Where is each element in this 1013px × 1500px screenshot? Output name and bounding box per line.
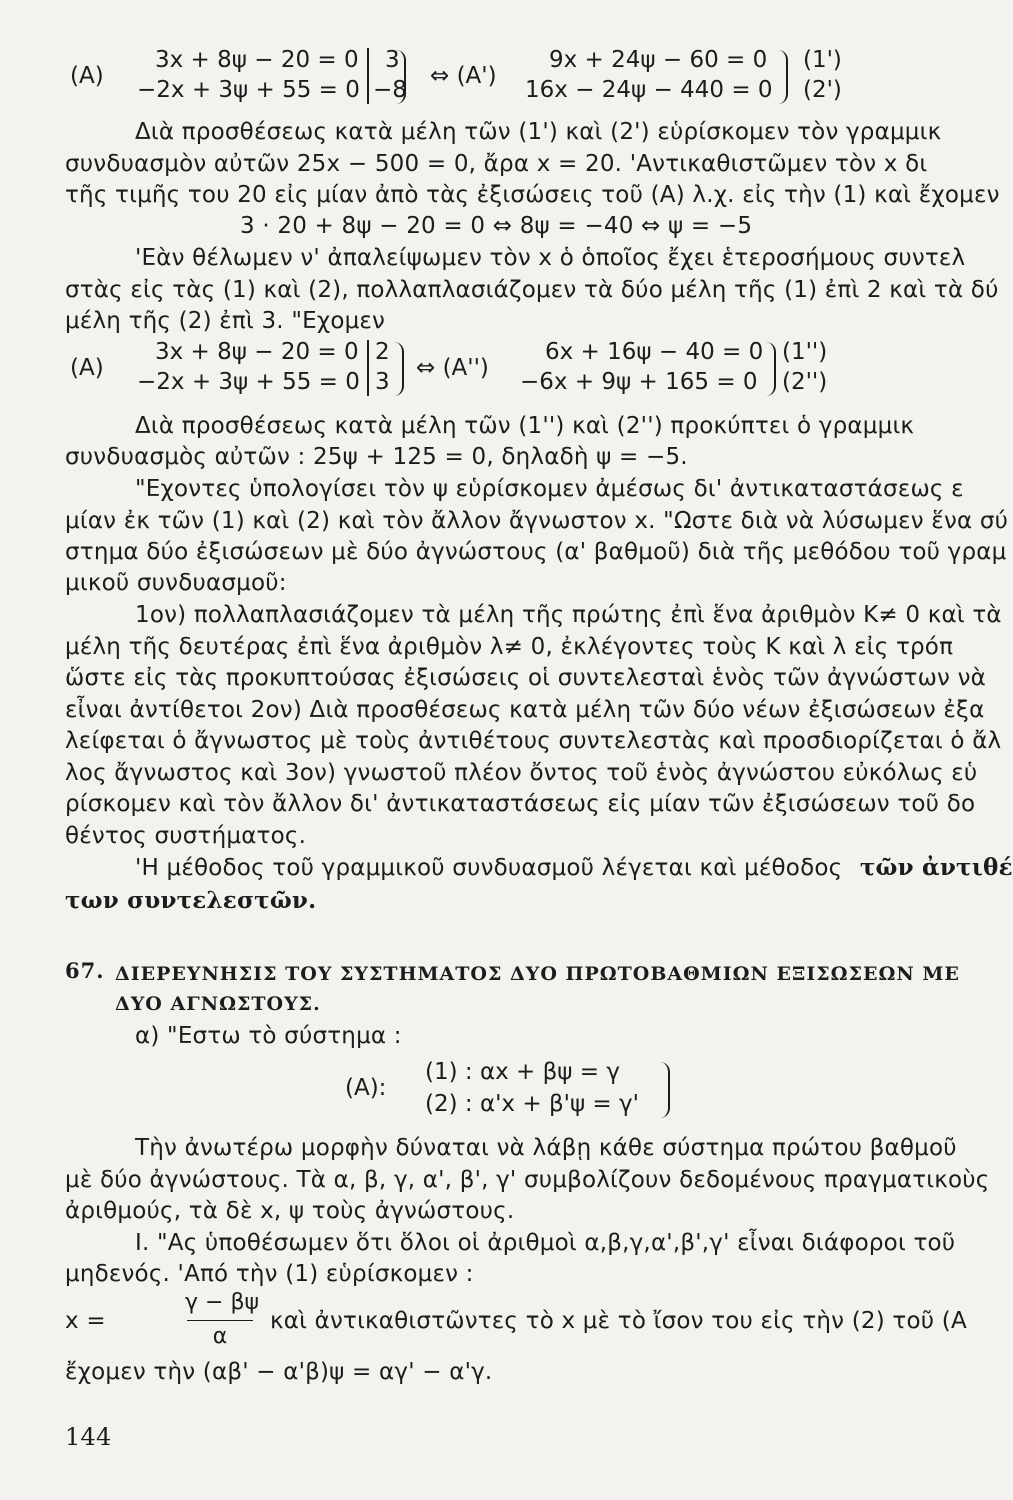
text-line: μηδενός. 'Από τὴν (1) εὑρίσκομεν :: [65, 1261, 474, 1287]
formula-lhs: x =: [65, 1308, 106, 1334]
text-line: [135, 854, 1013, 882]
text-line: μὲ δύο ἀγνώστους. Τὰ α, β, γ, α', β', γ' συμβολίζουν δεδομένους πραγματικοὺς: [65, 1167, 990, 1193]
system-a-eq2: −2x + 3ψ + 55 = 0: [137, 77, 360, 103]
text-line: Τὴν ἀνωτέρω μορφὴν δύναται νὰ λάβῃ κάθε σύστημα πρώτου βαθμοῦ: [135, 1135, 957, 1161]
text-line: ὥστε εἰς τὰς προκυπτούσας ἐξισώσεις οἱ συντελεσταὶ ἑνὸς τῶν ἀγνώστων νὰ: [65, 665, 987, 691]
system-b-arrow: ⇔ (A''): [416, 355, 489, 381]
text-line: συνδυασμὸς αὐτῶν : 25ψ + 125 = 0, δηλαδὴ ψ = −5.: [65, 444, 688, 470]
system-b-eq1: 3x + 8ψ − 20 = 0: [155, 339, 359, 365]
system-a-eq1: 3x + 8ψ − 20 = 0: [155, 47, 359, 73]
system-c-eq2: (2) : α'x + β'ψ = γ': [425, 1091, 639, 1117]
text-line: μικοῦ συνδυασμοῦ:: [65, 570, 287, 596]
section-title: ΔΙΕΡΕΥΝΗΣΙΣ ΤΟΥ ΣΥΣΤΗΜΑΤΟΣ ΔΥΟ ΠΡΩΤΟΒΑΘΜΙΩΝ ΕΞΙΣΩΣΕΩΝ ΜΕ: [115, 963, 960, 985]
fraction-numerator: γ − βψ: [185, 1290, 259, 1315]
page-number: 144: [65, 1423, 112, 1451]
text-line: α) "Εστω τὸ σύστημα :: [135, 1023, 402, 1049]
right-brace: [660, 1062, 670, 1118]
text-line: ἀριθμούς, τὰ δὲ x, ψ τοὺς ἀγνώστους.: [65, 1198, 515, 1224]
system-a-label: (A): [70, 63, 104, 89]
equation-line: 3 · 20 + 8ψ − 20 = 0 ⇔ 8ψ = −40 ⇔ ψ = −5: [240, 213, 753, 239]
text-line: ρίσκομεν καὶ τὸν ἄλλον δι' ἀντικαταστάσεως εἰς μίαν τῶν ἐξισώσεων τοῦ δο: [65, 791, 976, 817]
text-line: συνδυασμὸν αὐτῶν 25x − 500 = 0, ἄρα x = 20. 'Αντικαθιστῶμεν τὸν x δι: [65, 151, 928, 177]
text-line: Ι. "Ας ὑποθέσωμεν ὅτι ὅλοι οἱ ἀριθμοὶ α,β,γ,α',β',γ' εἶναι διάφοροι τοῦ: [135, 1230, 956, 1256]
system-c-label: (A):: [345, 1075, 387, 1101]
section-title-cont: ΔΥΟ ΑΓΝΩΣΤΟΥΣ.: [115, 993, 321, 1015]
system-b-mult1: 2: [375, 339, 390, 365]
system-b-r2: −6x + 9ψ + 165 = 0: [520, 369, 758, 395]
text-line: εἶναι ἀντίθετοι 2ον) Διὰ προσθέσεως κατὰ μέλη τῶν δύο νέων ἐξισώσεων ἐξα: [65, 697, 985, 723]
fraction-denominator: α: [212, 1324, 228, 1349]
text-line: μέλη τῆς (2) ἐπὶ 3. "Εχομεν: [65, 308, 386, 334]
text-line: στημα δύο ἐξισώσεων μὲ δύο ἀγνώστους (α' βαθμοῦ) διὰ τῆς μεθόδου τοῦ γραμ: [65, 539, 1007, 565]
system-a-r2: 16x − 24ψ − 440 = 0: [525, 77, 773, 103]
right-brace: [766, 342, 776, 396]
right-brace: [394, 342, 404, 396]
text-line: μίαν ἐκ τῶν (1) καὶ (2) καὶ τὸν ἄλλον ἄγνωστον x. "Ωστε διὰ νὰ λύσωμεν ἕνα σύ: [65, 508, 1009, 534]
text-line: ἔχομεν τὴν (αβ' − α'β)ψ = αγ' − α'γ.: [65, 1359, 493, 1385]
text-line: λος ἄγνωστος καὶ 3ον) γνωστοῦ πλέον ὄντος τοῦ ἑνὸς ἀγνώστου εὐκόλως εὑ: [65, 760, 978, 786]
system-c-eq1: (1) : αx + βψ = γ: [425, 1059, 620, 1085]
text-line: Διὰ προσθέσεως κατὰ μέλη τῶν (1') καὶ (2') εὑρίσκομεν τὸν γραμμικ: [135, 119, 942, 145]
system-b-mult2: 3: [375, 369, 390, 395]
text-line: λείφεται ὁ ἄγνωστος μὲ τοὺς ἀντιθέτους συντελεστὰς καὶ προσδιορίζεται ὁ ἄλ: [65, 728, 1002, 754]
method-name-bold-cont: των συντελεστῶν.: [65, 887, 317, 914]
system-a-tag2: (2'): [803, 77, 842, 103]
text-line: στὰς εἰς τὰς (1) καὶ (2), πολλαπλασιάζομεν τὰ δύο μέλη τῆς (1) ἐπὶ 2 καὶ τὰ δύ: [65, 277, 999, 303]
system-b-tag2: (2''): [782, 369, 828, 395]
section-number: 67.: [65, 958, 105, 983]
text-line: 1ον) πολλαπλασιάζομεν τὰ μέλη τῆς πρώτης ἐπὶ ἕνα ἀριθμὸν K≠ 0 καὶ τὰ: [135, 602, 1002, 628]
text-line: Διὰ προσθέσεως κατὰ μέλη τῶν (1'') καὶ (2'') προκύπτει ὁ γραμμικ: [135, 413, 915, 439]
right-brace: [396, 50, 406, 104]
system-a-tag1: (1'): [803, 47, 842, 73]
system-b-label: (A): [70, 355, 104, 381]
system-a-arrow: ⇔ (A'): [430, 63, 497, 89]
fraction-bar: [187, 1320, 253, 1321]
text-line: "Εχοντες ὑπολογίσει τὸν ψ εὑρίσκομεν ἀμέσως δι' ἀντικαταστάσεως ε: [135, 476, 964, 502]
text-line: τῆς τιμῆς του 20 εἰς μίαν ἀπὸ τὰς ἐξισώσεις τοῦ (A) λ.χ. εἰς τὴν (1) καὶ ἔχομεν: [65, 182, 1000, 208]
text-line: θέντος συστήματος.: [65, 823, 307, 849]
system-b-r1: 6x + 16ψ − 40 = 0: [545, 339, 764, 365]
system-b-tag1: (1''): [782, 339, 828, 365]
multiplier-divider: [367, 48, 369, 104]
system-a-mult2: −8: [373, 77, 407, 103]
right-brace: [778, 50, 788, 104]
system-b-eq2: −2x + 3ψ + 55 = 0: [137, 369, 360, 395]
system-a-r1: 9x + 24ψ − 60 = 0: [549, 47, 768, 73]
method-sentence: 'Η μέθοδος τοῦ γραμμικοῦ συνδυασμοῦ λέγεται καὶ μέθοδος: [135, 855, 843, 881]
formula-rest: καὶ ἀντικαθιστῶντες τὸ x μὲ τὸ ἴσον του εἰς τὴν (2) τοῦ (A: [270, 1308, 967, 1334]
multiplier-divider: [367, 340, 369, 396]
system-a-mult1: 3: [385, 47, 400, 73]
method-name-bold: τῶν ἀντιθέ: [859, 854, 1013, 881]
text-line: μέλη τῆς δευτέρας ἐπὶ ἕνα ἀριθμὸν λ≠ 0, ἐκλέγοντες τοὺς K καὶ λ εἰς τρόπ: [65, 634, 954, 660]
text-line: 'Εὰν θέλωμεν ν' ἀπαλείψωμεν τὸν x ὁ ὁποῖος ἔχει ἑτεροσήμους συντελ: [135, 245, 966, 271]
